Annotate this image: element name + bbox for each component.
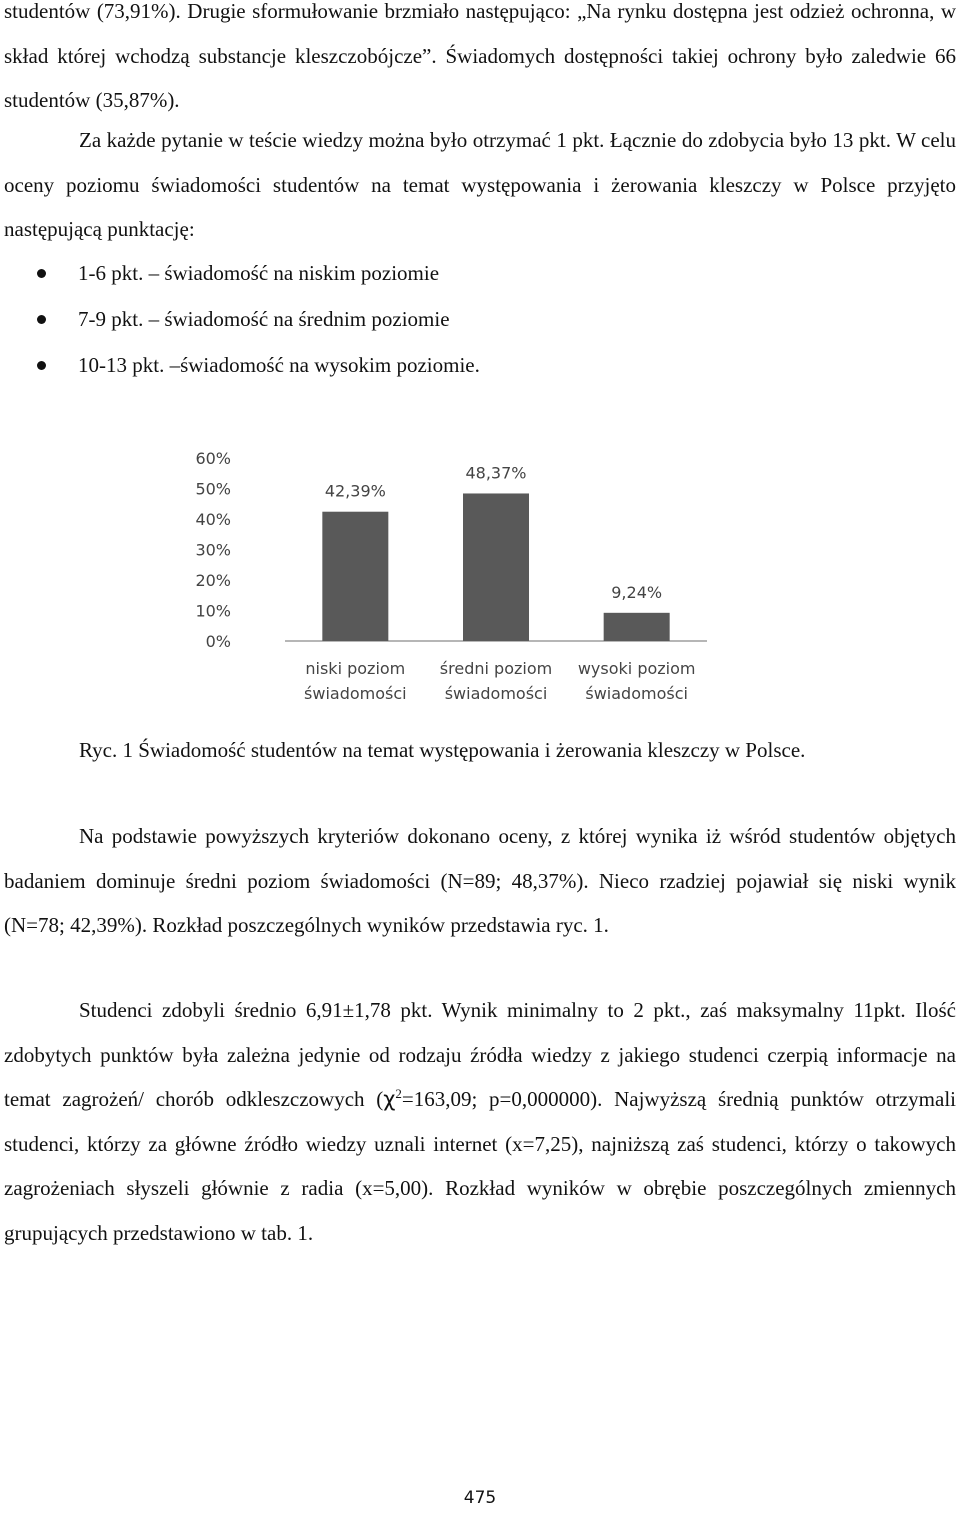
y-tick-label: 20% [195,571,231,590]
y-axis-ticks [195,449,231,651]
y-tick-label: 40% [195,510,231,529]
x-tick-label: średni poziom [439,659,553,678]
data-label: 48,37% [465,463,527,483]
x-tick-label: świadomości [444,684,548,703]
bar-series [322,493,669,641]
y-tick-label: 30% [195,540,231,560]
x-tick-label: wysoki poziom [577,659,696,678]
awareness-bar-chart [185,440,765,720]
chi-superscript: 2 [395,1086,402,1101]
y-tick-label: 50% [195,479,231,499]
paragraph-2: Za każde pytanie w teście wiedzy można było otrzymać 1 pkt. Łącznie do zdobycia było 13 pkt. W celu oceny poziomu świadomości studentów na temat występowania i żerowania kleszczy w Polsce przyjęto następującą punktację: [4,128,956,241]
list-item: 1-6 pkt. – świadomość na niskim poziomie [0,250,480,296]
paragraph-4-part-b: =163,09; p=0,000000). Najwyższą średnią punktów otrzymali studenci, którzy za główne źródło wiedzy uznali internet (x=7,25), najniższą zaś studenci, którzy o takowych zagrożeniach słyszeli głównie z radia (x=5,00). Rozkład wyników w obrębie poszczególnych zmiennych grupujących przedstawiono w tab. 1. [4,1087,957,1245]
figure-caption: Ryc. 1 Świadomość studentów na temat występowania i żerowania kleszczy w Polsce. [79,738,806,762]
bar [604,613,670,641]
x-axis-labels [304,659,695,703]
data-label: 42,39% [324,481,386,501]
paragraph-4-part-a: Studenci zdobyli średnio 6,91±1,78 pkt. Wynik minimalny to 2 pkt., zaś maksymalny 11pkt. Ilość zdobytych punktów była zależna jedynie od rodzaju źródła wiedzy z jakiego studenci czerpią informacje na temat zagrożeń/ chorób odkleszczowych ( [4,998,956,1111]
page-number: 475 [463,1488,497,1508]
list-item: 10-13 pkt. –świadomość na wysokim poziomie. [0,342,480,388]
x-tick-label: niski poziom [305,659,406,678]
bar [322,512,388,641]
paragraph-4 [4,988,956,1255]
bar [463,493,529,641]
y-tick-label: 0% [205,632,231,651]
scoring-list [0,250,480,388]
y-tick-label: 60% [195,449,231,468]
list-item: 7-9 pkt. – świadomość na średnim poziomie [0,296,480,342]
chi-symbol: χ [383,1087,396,1111]
y-tick-label: 10% [195,601,231,621]
paragraph-3: Na podstawie powyższych kryteriów dokonano oceny, z której wynika iż wśród studentów objętych badaniem dominuje średni poziom świadomości (N=89; 48,37%). Nieco rzadziej pojawiał się niski wynik (N=78; 42,39%). Rozkład poszczególnych wyników przedstawia ryc. 1. [4,824,956,937]
paragraph-1: studentów (73,91%). Drugie sformułowanie brzmiało następująco: „Na rynku dostępna jest odzież ochronna, w skład której wchodzą substancje kleszczobójcze”. Świadomych dostępności takiej ochrony było zaledwie 66 studentów (35,87%). [4,0,956,112]
x-tick-label: świadomości [585,684,688,703]
x-tick-label: świadomości [304,684,407,703]
data-label: 9,24% [611,582,663,602]
